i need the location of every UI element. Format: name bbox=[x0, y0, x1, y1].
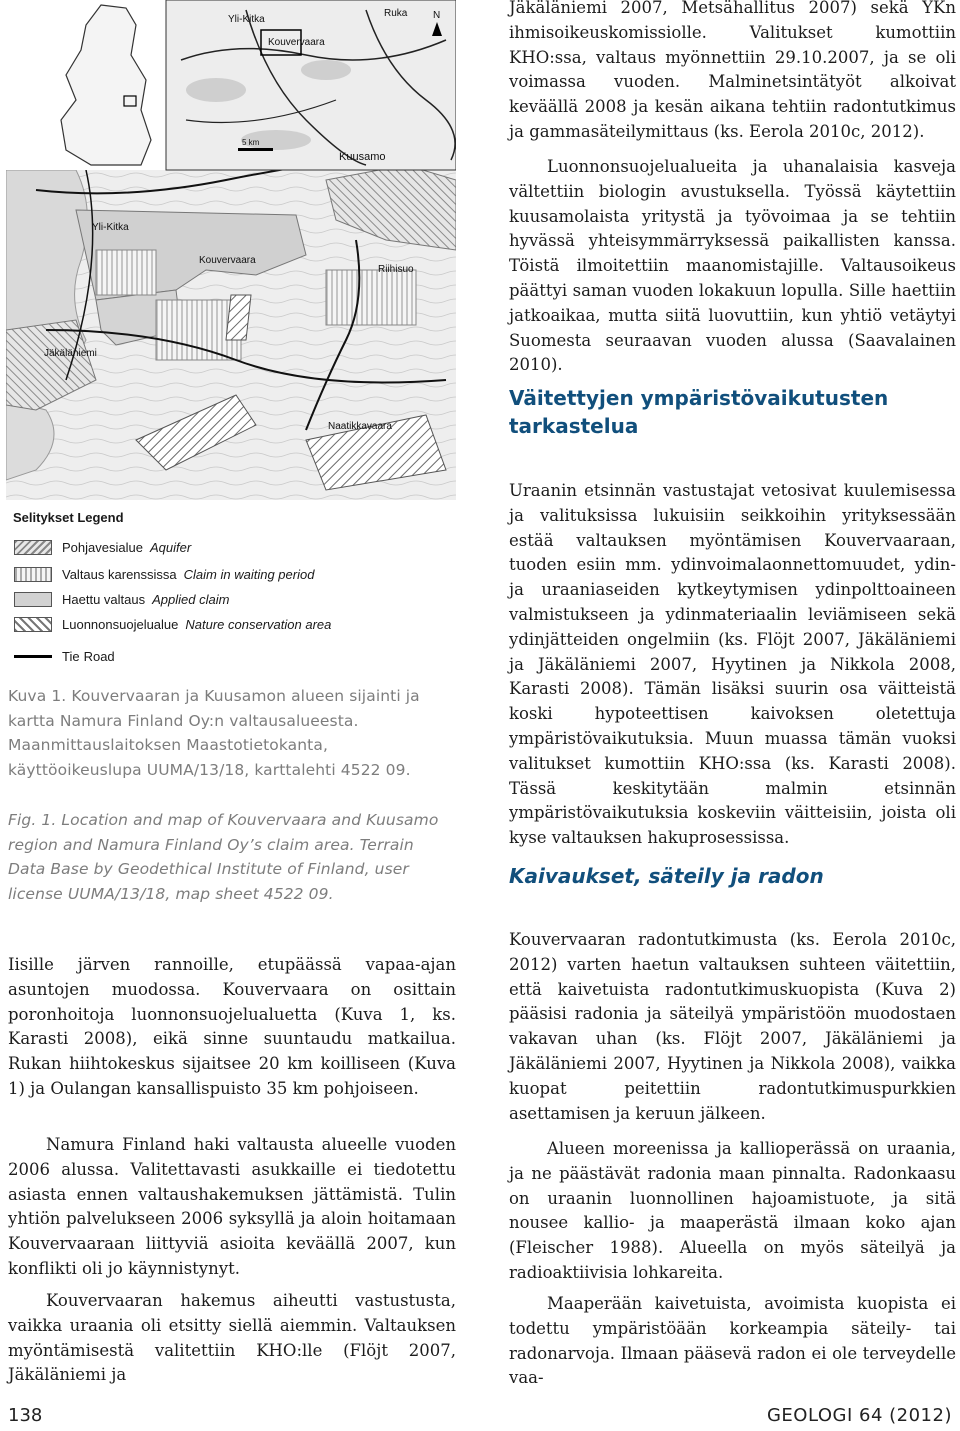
label-kouvervaara: Kouvervaara bbox=[199, 255, 256, 266]
legend-fi: Haettu valtaus bbox=[62, 591, 146, 607]
left-paragraph-2: Namura Finland haki valtausta alueelle vuoden 2006 alussa. Valitettavasti asukkaille ei tiedotettu asiasta ennen valtaushakemuksen jättämistä. Tulin yhtiön palvelukseen 2006 syksyllä ja aloin hoitamaan Kouvervaaraan liittyviä asioita keväällä 2007, kun konflikti oli jo käynnistynyt. bbox=[8, 1135, 456, 1278]
legend-item-road bbox=[14, 646, 115, 666]
applied-swatch bbox=[14, 592, 52, 607]
legend-fi: Luonnonsuojelualue bbox=[62, 616, 179, 632]
nature-swatch bbox=[14, 617, 52, 632]
legend-title: Selitykset Legend bbox=[13, 510, 124, 525]
legend-fi: Pohjavesialue bbox=[62, 539, 143, 555]
label-scale-inset: 5 km bbox=[242, 138, 260, 147]
left-paragraph-3: Kouvervaaran hakemus aiheutti vastustusta, vaikka uraania oli etsitty siellä aiemmin. Valtauksen myöntämisestä valitettiin KHO:lle (Flöjt 2007, Jäkäläniemi ja bbox=[8, 1291, 456, 1385]
page-number: 138 bbox=[8, 1405, 43, 1426]
legend-fi: Valtaus karenssissa bbox=[62, 566, 177, 582]
north-inset-label: N bbox=[433, 10, 441, 21]
label-jakalaniemi: Jäkäläniemi bbox=[44, 348, 97, 359]
left-paragraph-1: Iisille järven rannoille, etupäässä vapaa-ajan asuntojen muodossa. Kouvervaara on osittain poronhoitoja luonnonsuojelualuetta (Kuva 1, ks. Karasti 2008), eikä sinne suuntaudu matkailua. Rukan hiihtokeskus sijaitsee 20 km koilliseen (Kuva 1) ja Oulangan kansallispuisto 35 km pohjoiseen. bbox=[8, 955, 456, 1098]
section-heading-excavations: Kaivaukset, säteily ja radon bbox=[509, 864, 824, 888]
label-kuusamo: Kuusamo bbox=[339, 151, 386, 163]
right-paragraph-6: Maaperään kaivetuista, avoimista kuopista ei todettu ympäristöään korkeampia säteily- tai radonarvoja. Ilmaan pääsevä radon ei ole terveydelle vaa- bbox=[509, 1294, 956, 1388]
label-yli-kitka: Yli-Kitka bbox=[92, 222, 129, 233]
right-paragraph-3: Uraanin etsinnän vastustajat vetosivat kuulemisessa ja valituksissa lukuisiin seikkoihin yrityksessään estää valtauksen myöntämisen Kouvervaaraan, tuoden esiin mm. ydinvoimalaonnettomuudet, ydin- ja uraaniaseiden kytkeytymisen ydinpolttoaineen valmistukseen ja ydinmateriaalin leviämiseen sekä ydinjätteiden ongelmiin (ks. Flöjt 2007, Jäkäläniemi ja Jäkäläniemi 2007, Hyytinen ja Nikkola 2008, Karasti 2008). Tämän lisäksi suurin osa väitteistä koski hypoteettisen kaivoksen oletettuja ympäristövaikutuksia. Muun muassa tämän vuoksi valitukset kumottiin KHO:ssa (ks. Karasti 2008). Tässä keskitytään malmin etsinnän ympäristövaikutuksia koskeviin väitteisiin, joista oli kyse valtauksen hakuprosessissa. bbox=[509, 481, 956, 848]
map-figure bbox=[6, 0, 456, 675]
road-swatch bbox=[14, 655, 52, 658]
right-paragraph-5: Alueen moreenissa ja kallioperässä on uraania, ja ne päästävät radonia maan pinnalta. Radonkaasu on uraanin luonnollinen hajoamistuote, ja sitä nousee kallio- ja maaperästä ilmaan koko ajan (Fleischer 1988). Alueella on myös säteilyä ja radioaktiivisia lohkareita. bbox=[509, 1139, 956, 1282]
terrain-map bbox=[6, 0, 456, 500]
right-paragraph-2: Luonnonsuojelualueita ja uhanalaisia kasveja vältettiin biologin avustuksella. Työssä käytettiin kuusamolaista yritystä ja työvoimaa ja se tehtiin hyvässä yhteisymmärryksessä paikallisten kanssa. Töistä ilmoitettiin maanomistajille. Valtausoikeus päättyi saman vuoden lokakuun lopulla. Sille haettiin jatkoaikaa, mutta siitä luovuttiin, kun yhtiö vetäytyi Suomesta seuraavan vuoden alussa (Saavalainen 2010). bbox=[509, 157, 956, 375]
label-yli-kitka-inset: Yli-Kitka bbox=[228, 14, 265, 25]
legend-item-applied bbox=[14, 589, 229, 609]
label-riihisuo: Riihisuo bbox=[378, 264, 414, 275]
legend-en: Claim in waiting period bbox=[183, 566, 315, 582]
legend-fi: Tie bbox=[62, 648, 80, 664]
legend-en: Aquifer bbox=[149, 539, 192, 555]
right-paragraph-4: Kouvervaaran radontutkimusta (ks. Eerola 2010c, 2012) varten haetun valtauksen suhteen väitettiin, että kaivetuista radontutkimuskuopista (Kuva 2) pääsisi radonia ja säteilyä ympäristöön muodostaen vakavan uhan (ks. Flöjt 2007, Jäkäläniemi ja Jäkäläniemi 2007, Hyytinen ja Nikkola 2008), vaikka kuopat peitettiin radontutkimuspurkkien asettamisen ja keruun jälkeen. bbox=[509, 930, 956, 1123]
journal-name: GEOLOGI 64 (2012) bbox=[766, 1405, 952, 1426]
figure-caption-en: Fig. 1. Location and map of Kouvervaara and Kuusamo region and Namura Finland Oy’s claim area. Terrain Data Base by Geodethical Institute of Finland, user license UUMA/13/18, map sheet 4522 09. bbox=[8, 811, 439, 903]
label-kouvervaara-inset: Kouvervaara bbox=[268, 37, 325, 48]
waiting-swatch bbox=[14, 567, 52, 582]
map-legend bbox=[6, 500, 456, 675]
legend-en: Nature conservation area bbox=[185, 616, 332, 632]
label-ruka: Ruka bbox=[384, 8, 408, 19]
aquifer-swatch bbox=[14, 540, 52, 555]
legend-en: Road bbox=[83, 648, 115, 664]
legend-item-nature bbox=[14, 614, 331, 634]
legend-item-aquifer bbox=[14, 537, 191, 557]
figure-caption-fi: Kuva 1. Kouvervaaran ja Kuusamon alueen sijainti ja kartta Namura Finland Oy:n valtausalueesta. Maanmittauslaitoksen Maastotietokanta, käyttöoikeuslupa UUMA/13/18, karttalehti 4522 09. bbox=[8, 687, 420, 779]
legend-item-waiting bbox=[14, 564, 314, 584]
legend-en: Applied claim bbox=[152, 591, 230, 607]
section-heading-claims: Väitettyjen ympäristövaikutusten tarkastelua bbox=[509, 386, 889, 438]
right-paragraph-1: Jäkäläniemi 2007, Metsähallitus 2007) sekä YKn ihmisoikeuskomissiolle. Valitukset kumottiin KHO:ssa, valtaus myönnettiin 29.10.2007, ja se oli voimassa vuoden. Malminetsintätyöt alkoivat keväällä 2008 ja kesän aikana tehtiin radontutkimus ja gammasäteilymittaus (ks. Eerola 2010c, 2012). bbox=[509, 0, 956, 141]
label-naatikkavaara: Naatikkavaara bbox=[328, 421, 392, 432]
